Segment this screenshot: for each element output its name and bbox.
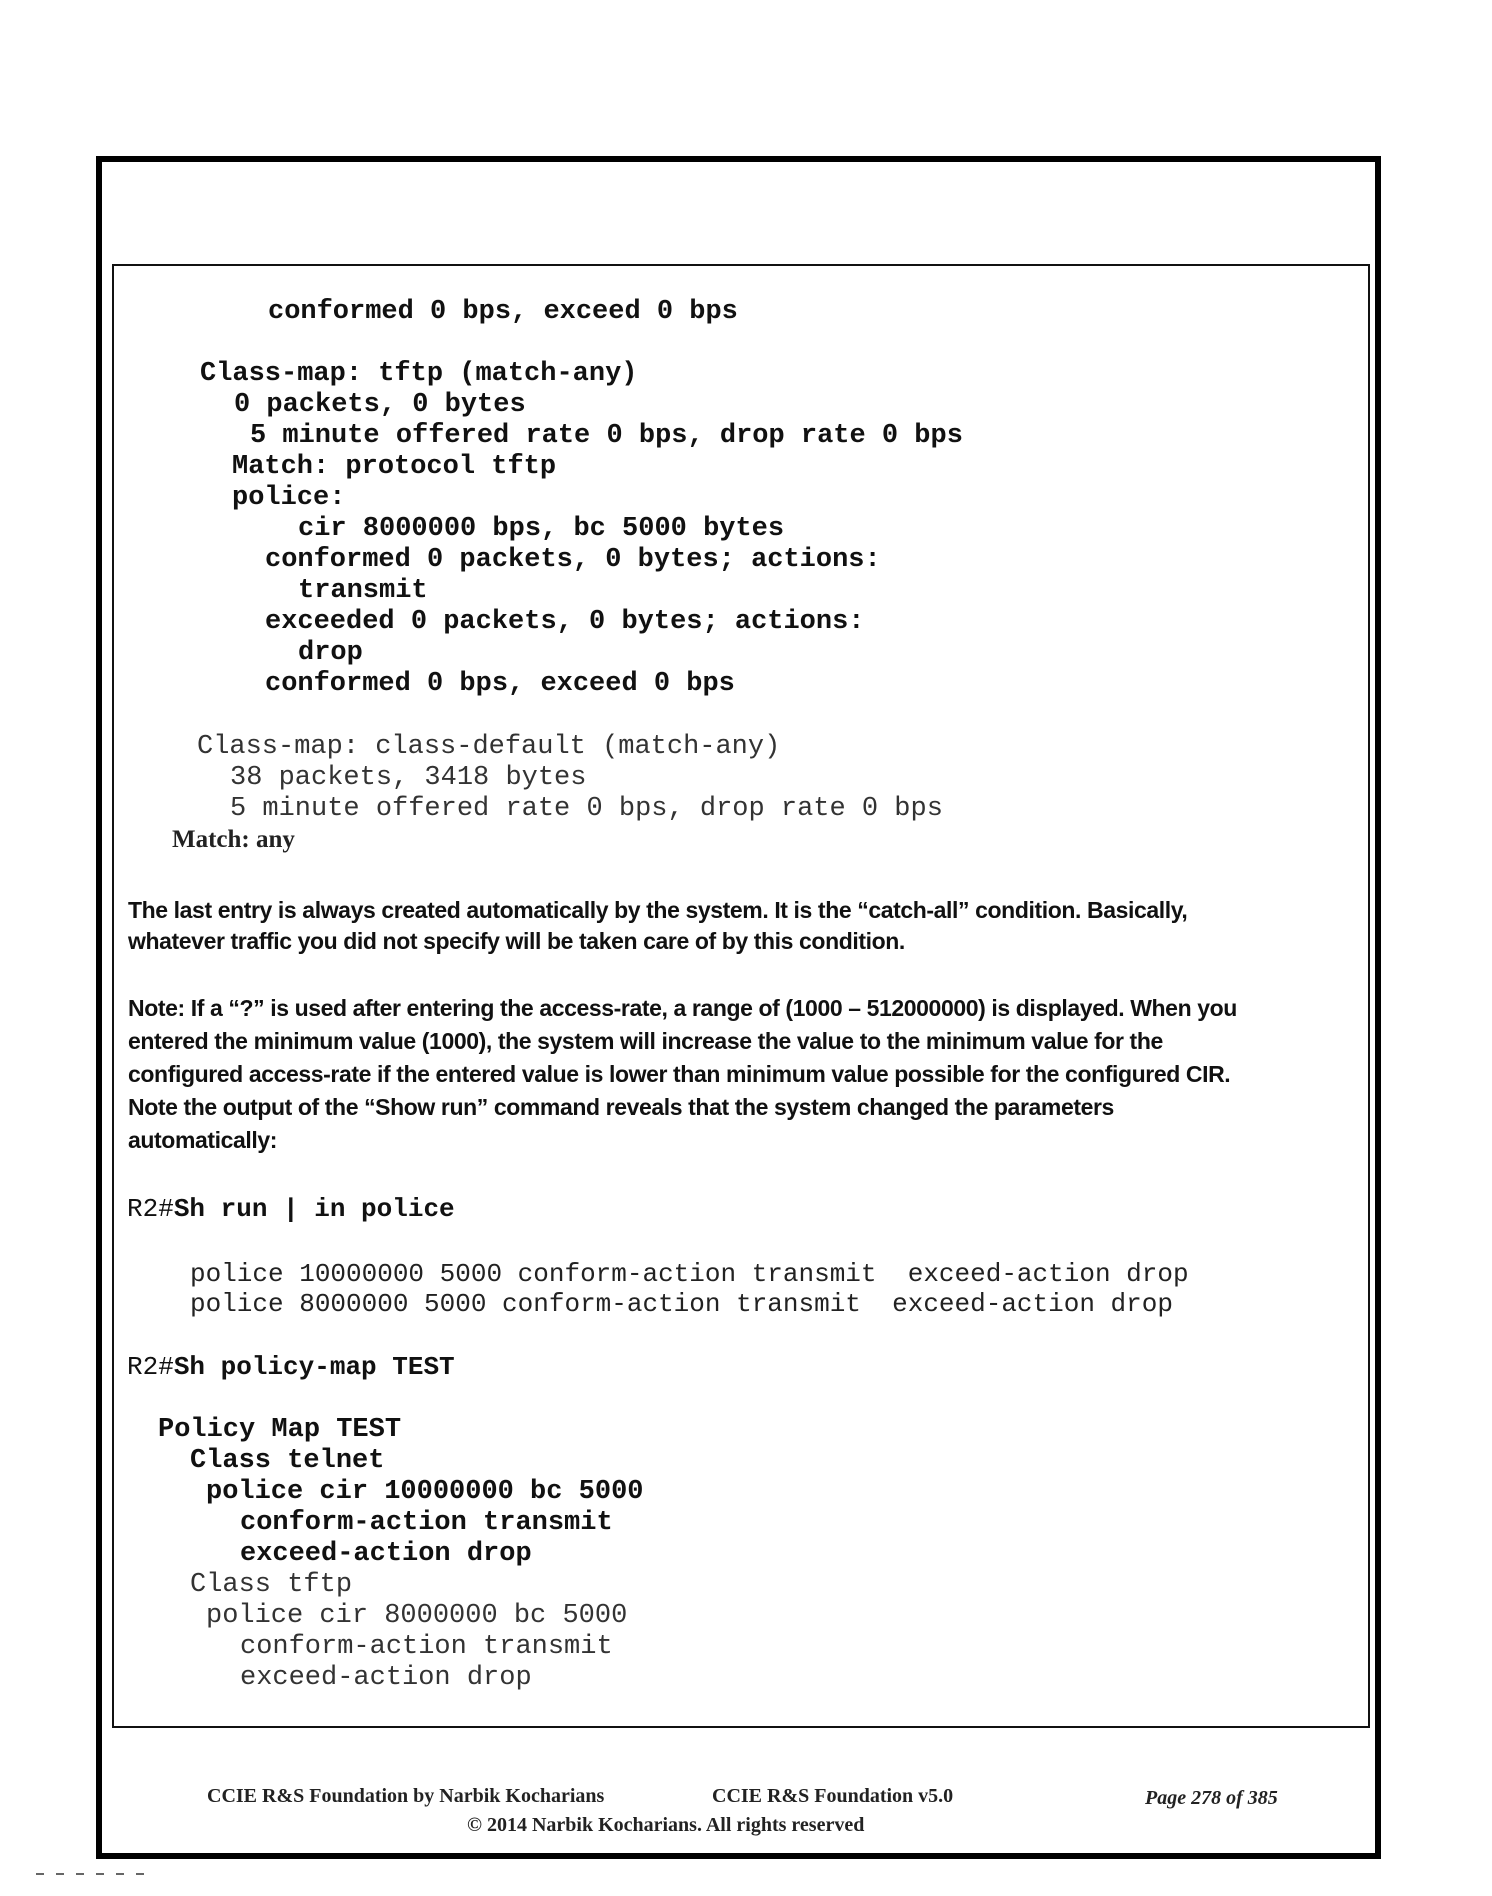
cli-command-text: Sh run | in police: [173, 1194, 455, 1224]
footer-title: CCIE R&S Foundation v5.0: [712, 1785, 954, 1807]
paragraph-line: The last entry is always created automatically by the system. It is the “catch-all” condition. Basically,: [128, 897, 1188, 923]
output-line: police:: [232, 483, 346, 513]
output-line: conformed 0 bps, exceed 0 bps: [265, 669, 735, 699]
paragraph-line: Note the output of the “Show run” command reveals that the system changed the parameters: [128, 1094, 1114, 1120]
output-line: conformed 0 packets, 0 bytes; actions:: [265, 545, 881, 575]
paragraph-line: configured access-rate if the entered value is lower than minimum value possible for the configured CIR.: [128, 1061, 1231, 1087]
output-line: conformed 0 bps, exceed 0 bps: [268, 297, 738, 327]
cli-prompt: R2#: [127, 1194, 174, 1224]
output-line: exceed-action drop: [240, 1663, 532, 1693]
cli-command-text: Sh policy-map TEST: [173, 1352, 455, 1382]
output-line: cir 8000000 bps, bc 5000 bytes: [298, 514, 785, 544]
output-line: 38 packets, 3418 bytes: [230, 763, 587, 793]
output-line: exceed-action drop: [240, 1539, 532, 1569]
paragraph-line: automatically:: [128, 1127, 278, 1153]
output-line: Class-map: tftp (match-any): [200, 359, 638, 389]
output-line: police 8000000 5000 conform-action transmit exceed-action drop: [190, 1289, 1173, 1319]
paragraph-line: whatever traffic you did not specify will be taken care of by this condition.: [128, 928, 905, 954]
cli-command-show-policy-map: [127, 1352, 455, 1382]
output-line: exceeded 0 packets, 0 bytes; actions:: [265, 607, 865, 637]
output-line: Policy Map TEST: [158, 1415, 402, 1445]
output-line: transmit: [298, 576, 428, 606]
cli-command-show-run: [127, 1194, 455, 1224]
output-line: 0 packets, 0 bytes: [234, 390, 526, 420]
footer-author: CCIE R&S Foundation by Narbik Kocharians: [207, 1785, 605, 1807]
footer-page-number: Page 278 of 385: [1145, 1787, 1278, 1809]
output-line: Match: any: [172, 826, 295, 853]
output-line: Class-map: class-default (match-any): [197, 732, 781, 762]
cli-prompt: R2#: [127, 1352, 174, 1382]
footer-copyright: © 2014 Narbik Kocharians. All rights reserved: [467, 1814, 865, 1836]
output-line: Class telnet: [190, 1446, 385, 1476]
output-line: conform-action transmit: [240, 1632, 613, 1662]
output-line: police cir 8000000 bc 5000: [206, 1601, 628, 1631]
paragraph-line: entered the minimum value (1000), the system will increase the value to the minimum value for the: [128, 1028, 1163, 1054]
paragraph-line: Note: If a “?” is used after entering the access-rate, a range of (1000 – 512000000) is displayed. When you: [128, 995, 1237, 1021]
output-line: police 10000000 5000 conform-action transmit exceed-action drop: [190, 1259, 1189, 1289]
output-line: police cir 10000000 bc 5000: [206, 1477, 644, 1507]
output-line: 5 minute offered rate 0 bps, drop rate 0 bps: [230, 794, 943, 824]
output-line: 5 minute offered rate 0 bps, drop rate 0 bps: [250, 421, 963, 451]
output-line: conform-action transmit: [240, 1508, 613, 1538]
output-line: drop: [298, 638, 363, 668]
output-line: Match: protocol tftp: [232, 452, 557, 482]
output-line: Class tftp: [190, 1570, 353, 1600]
scan-artifact: [36, 1873, 156, 1875]
